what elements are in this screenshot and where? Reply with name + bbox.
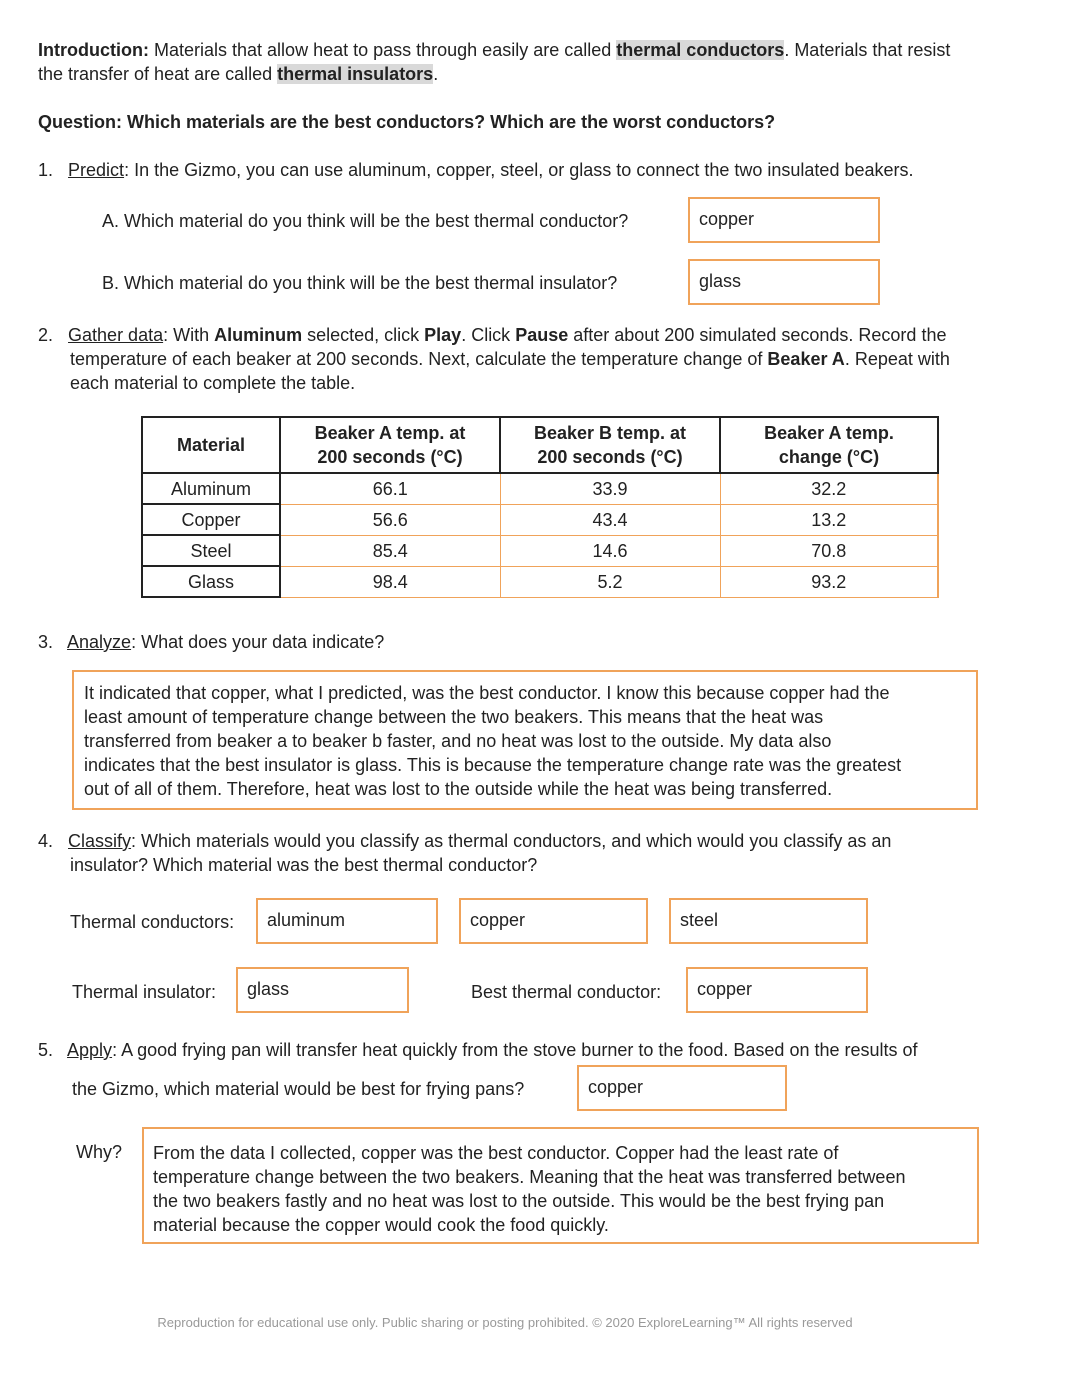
why-label: Why? (76, 1142, 123, 1162)
cell-material: Steel (142, 535, 280, 566)
q5-label: Apply (67, 1040, 113, 1060)
term-thermal-conductors: thermal conductors (616, 40, 785, 60)
table-header-row (142, 417, 938, 473)
q1-label: Predict (68, 160, 125, 180)
question-heading: Question: Which materials are the best conductors? Which are the worst conductors? (38, 112, 776, 132)
conductors-label: Thermal conductors: (70, 912, 235, 932)
q4-number: 4. (38, 831, 54, 851)
cell-change[interactable]: 93.2 (720, 566, 938, 597)
q1-b-answer-field[interactable]: glass (688, 259, 880, 305)
conductor-field-1[interactable]: aluminum (256, 898, 438, 944)
insulator-label: Thermal insulator: (72, 982, 217, 1002)
intro-text-1: Materials that allow heat to pass through easily are called (154, 40, 612, 60)
conductor-field-2[interactable]: copper (459, 898, 648, 944)
cell-change[interactable]: 32.2 (720, 473, 938, 504)
cell-beaker-b[interactable]: 33.9 (500, 473, 720, 504)
q1-a-answer-field[interactable]: copper (688, 197, 880, 243)
cell-material: Glass (142, 566, 280, 597)
why-answer-field[interactable] (142, 1127, 979, 1244)
q3-prompt (38, 630, 384, 654)
header-beaker-a-change: Beaker A temp. change (°C) (720, 417, 938, 473)
q4-text: : Which materials would you classify as thermal conductors, and which would you classify as an (131, 831, 892, 851)
conductor-field-3[interactable]: steel (669, 898, 868, 944)
why-answer-line: material because the copper would cook the food quickly. (153, 1215, 609, 1235)
insulator-field[interactable]: glass (236, 967, 409, 1013)
intro-text-3: the transfer of heat are called (38, 64, 273, 84)
intro-label: Introduction: (38, 40, 149, 60)
table-row (142, 535, 938, 566)
header-material: Material (142, 417, 280, 473)
q5-line-1 (38, 1038, 918, 1062)
why-answer-line: From the data I collected, copper was the best conductor. Copper had the least rate of (153, 1143, 839, 1163)
best-conductor-field[interactable]: copper (686, 967, 868, 1013)
q3-text: : What does your data indicate? (131, 632, 385, 652)
intro-line-2 (38, 62, 438, 86)
intro-text-2: . Materials that resist (784, 40, 951, 60)
header-beaker-b-temp: Beaker B temp. at 200 seconds (°C) (500, 417, 720, 473)
cell-change[interactable]: 13.2 (720, 504, 938, 535)
q1-prompt (38, 158, 914, 182)
q2-text: temperature of each beaker at 200 seconds. Next, calculate the temperature change of (70, 349, 768, 369)
q1-number: 1. (38, 160, 54, 180)
q2-bold-pause: Pause (515, 325, 569, 345)
table-row (142, 473, 938, 504)
q5-line-2: the Gizmo, which material would be best for frying pans? (72, 1079, 525, 1099)
why-answer-line: temperature change between the two beakers. Meaning that the heat was transferred between (153, 1167, 906, 1187)
q1-text: : In the Gizmo, you can use aluminum, copper, steel, or glass to connect the two insulated beakers. (124, 160, 914, 180)
q2-text: selected, click (302, 325, 425, 345)
q4-line-2: insulator? Which material was the best thermal conductor? (70, 855, 538, 875)
q4-line-1 (38, 829, 891, 853)
q2-bold-play: Play (424, 325, 462, 345)
q5-answer-field[interactable]: copper (577, 1065, 787, 1111)
q1-a-prompt: A. Which material do you think will be the best thermal conductor? (102, 211, 629, 231)
q3-answer-line: out of all of them. Therefore, heat was lost to the outside while the heat was being transferred. (84, 779, 833, 799)
q1-b-prompt: B. Which material do you think will be the best thermal insulator? (102, 273, 618, 293)
cell-beaker-a[interactable]: 56.6 (280, 504, 500, 535)
cell-change[interactable]: 70.8 (720, 535, 938, 566)
q3-answer-line: transferred from beaker a to beaker b faster, and no heat was lost to the outside. My data also (84, 731, 832, 751)
q3-answer-line: least amount of temperature change between the two beakers. This means that the heat was (84, 707, 824, 727)
q2-text: . Click (461, 325, 516, 345)
q3-answer-line: indicates that the best insulator is glass. This is because the temperature change rate was the greatest (84, 755, 902, 775)
cell-material: Aluminum (142, 473, 280, 504)
q2-text: after about 200 simulated seconds. Record the (568, 325, 947, 345)
cell-beaker-a[interactable]: 85.4 (280, 535, 500, 566)
intro-line-1 (38, 38, 950, 62)
cell-beaker-b[interactable]: 5.2 (500, 566, 720, 597)
q2-label: Gather data (68, 325, 164, 345)
q5-text: : A good frying pan will transfer heat quickly from the stove burner to the food. Based on the results of (112, 1040, 918, 1060)
term-thermal-insulators: thermal insulators (277, 64, 434, 84)
data-table (141, 416, 939, 598)
q2-text: : With (163, 325, 215, 345)
cell-beaker-b[interactable]: 43.4 (500, 504, 720, 535)
table-row (142, 504, 938, 535)
cell-material: Copper (142, 504, 280, 535)
cell-beaker-b[interactable]: 14.6 (500, 535, 720, 566)
q2-bold-aluminum: Aluminum (214, 325, 303, 345)
q3-answer-field[interactable] (72, 670, 978, 810)
q2-line-2 (70, 347, 950, 371)
q3-number: 3. (38, 632, 54, 652)
why-answer-line: the two beakers fastly and no heat was lost to the outside. This would be the best frying pan (153, 1191, 885, 1211)
cell-beaker-a[interactable]: 66.1 (280, 473, 500, 504)
q3-label: Analyze (67, 632, 132, 652)
q2-line-3: each material to complete the table. (70, 373, 356, 393)
intro-text-4: . (433, 64, 439, 84)
header-beaker-a-temp: Beaker A temp. at 200 seconds (°C) (280, 417, 500, 473)
q4-label: Classify (68, 831, 132, 851)
q2-bold-beaker-a: Beaker A (767, 349, 845, 369)
q2-number: 2. (38, 325, 54, 345)
table-row (142, 566, 938, 597)
cell-beaker-a[interactable]: 98.4 (280, 566, 500, 597)
copyright-footer: Reproduction for educational use only. Public sharing or posting prohibited. © 2020 ExploreLearning™ All rights reserved (157, 1315, 853, 1330)
best-conductor-label: Best thermal conductor: (471, 982, 662, 1002)
q2-text: . Repeat with (844, 349, 950, 369)
q2-line-1 (38, 323, 946, 347)
q3-answer-line: It indicated that copper, what I predicted, was the best conductor. I know this because copper had the (84, 683, 890, 703)
q5-number: 5. (38, 1040, 54, 1060)
